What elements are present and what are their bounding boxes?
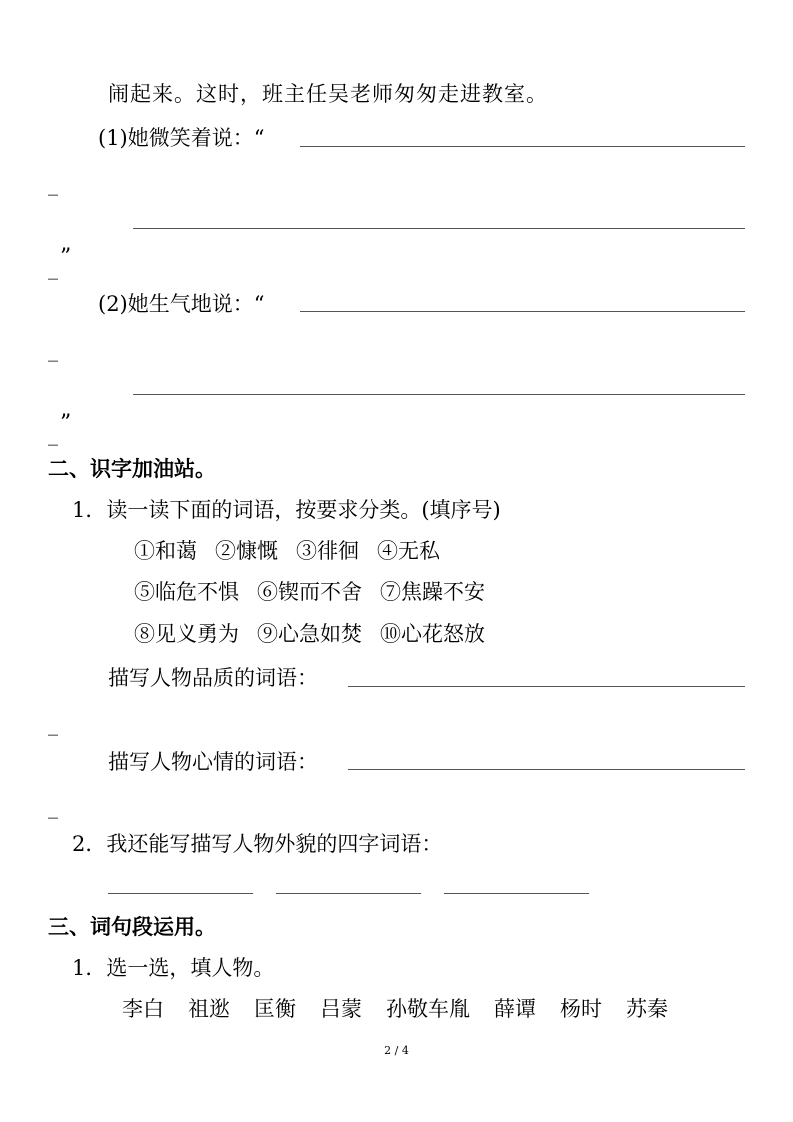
word-options-row-3	[134, 620, 503, 648]
appearance-word-blank-2[interactable]	[276, 893, 421, 894]
q2-answer-line-2[interactable]	[133, 394, 745, 395]
word-option: ③徘徊	[296, 539, 359, 563]
word-options-row-1	[134, 537, 458, 565]
word-option: ⑤临危不惧	[134, 580, 239, 604]
person-name: 孙敬车胤	[386, 997, 470, 1021]
word-options-row-2	[134, 578, 503, 606]
person-name: 李白	[122, 997, 164, 1021]
mood-line-marker: _	[48, 795, 58, 819]
q2-prompt: (2)她生气地说：“	[98, 292, 265, 316]
section3-heading: 三、词句段运用。	[48, 915, 216, 939]
person-name: 杨时	[560, 997, 602, 1021]
mood-words-label: 描写人物心情的词语：	[108, 750, 318, 774]
word-option: ④无私	[377, 539, 440, 563]
q2-answer-line-1[interactable]	[300, 311, 745, 312]
q1-line-marker: _	[48, 172, 58, 196]
q2-end-marker: _	[48, 422, 58, 446]
word-option: ⑧见义勇为	[134, 622, 239, 646]
section2-q1-prompt: 1．读一读下面的词语，按要求分类。(填序号)	[72, 498, 501, 522]
word-option: ①和蔼	[134, 539, 197, 563]
quality-line-marker: _	[48, 712, 58, 736]
quality-words-label: 描写人物品质的词语：	[108, 666, 318, 690]
person-name: 祖逖	[188, 997, 230, 1021]
section3-q1-prompt: 1．选一选，填人物。	[72, 956, 275, 980]
section2-q2-prompt: 2．我还能写描写人物外貌的四字词语：	[72, 832, 443, 856]
word-option: ②慷慨	[215, 539, 278, 563]
word-option: ⑩心花怒放	[380, 622, 485, 646]
person-name: 匡衡	[254, 997, 296, 1021]
q1-prompt: (1)她微笑着说：“	[98, 126, 265, 150]
person-name: 吕蒙	[320, 997, 362, 1021]
appearance-word-blank-3[interactable]	[444, 893, 589, 894]
q2-close-quote: ”	[60, 411, 72, 436]
story-continuation: 闹起来。这时，班主任吴老师匆匆走进教室。	[108, 82, 548, 106]
word-option: ⑨心急如焚	[257, 622, 362, 646]
q2-line-marker: _	[48, 338, 58, 362]
quality-words-answer-line[interactable]	[348, 686, 745, 687]
q1-answer-line-1[interactable]	[300, 146, 745, 147]
mood-words-answer-line[interactable]	[348, 769, 745, 770]
person-name: 薛谭	[494, 997, 536, 1021]
word-option: ⑥锲而不舍	[257, 580, 362, 604]
appearance-word-blank-1[interactable]	[108, 893, 253, 894]
q1-close-quote: ”	[60, 245, 72, 270]
section2-heading: 二、识字加油站。	[48, 457, 216, 481]
word-option: ⑦焦躁不安	[380, 580, 485, 604]
person-name: 苏秦	[626, 997, 668, 1021]
q1-end-marker: _	[48, 256, 58, 280]
person-names-row	[122, 995, 692, 1023]
q1-answer-line-2[interactable]	[133, 228, 745, 229]
page-number: 2 / 4	[384, 1044, 409, 1057]
